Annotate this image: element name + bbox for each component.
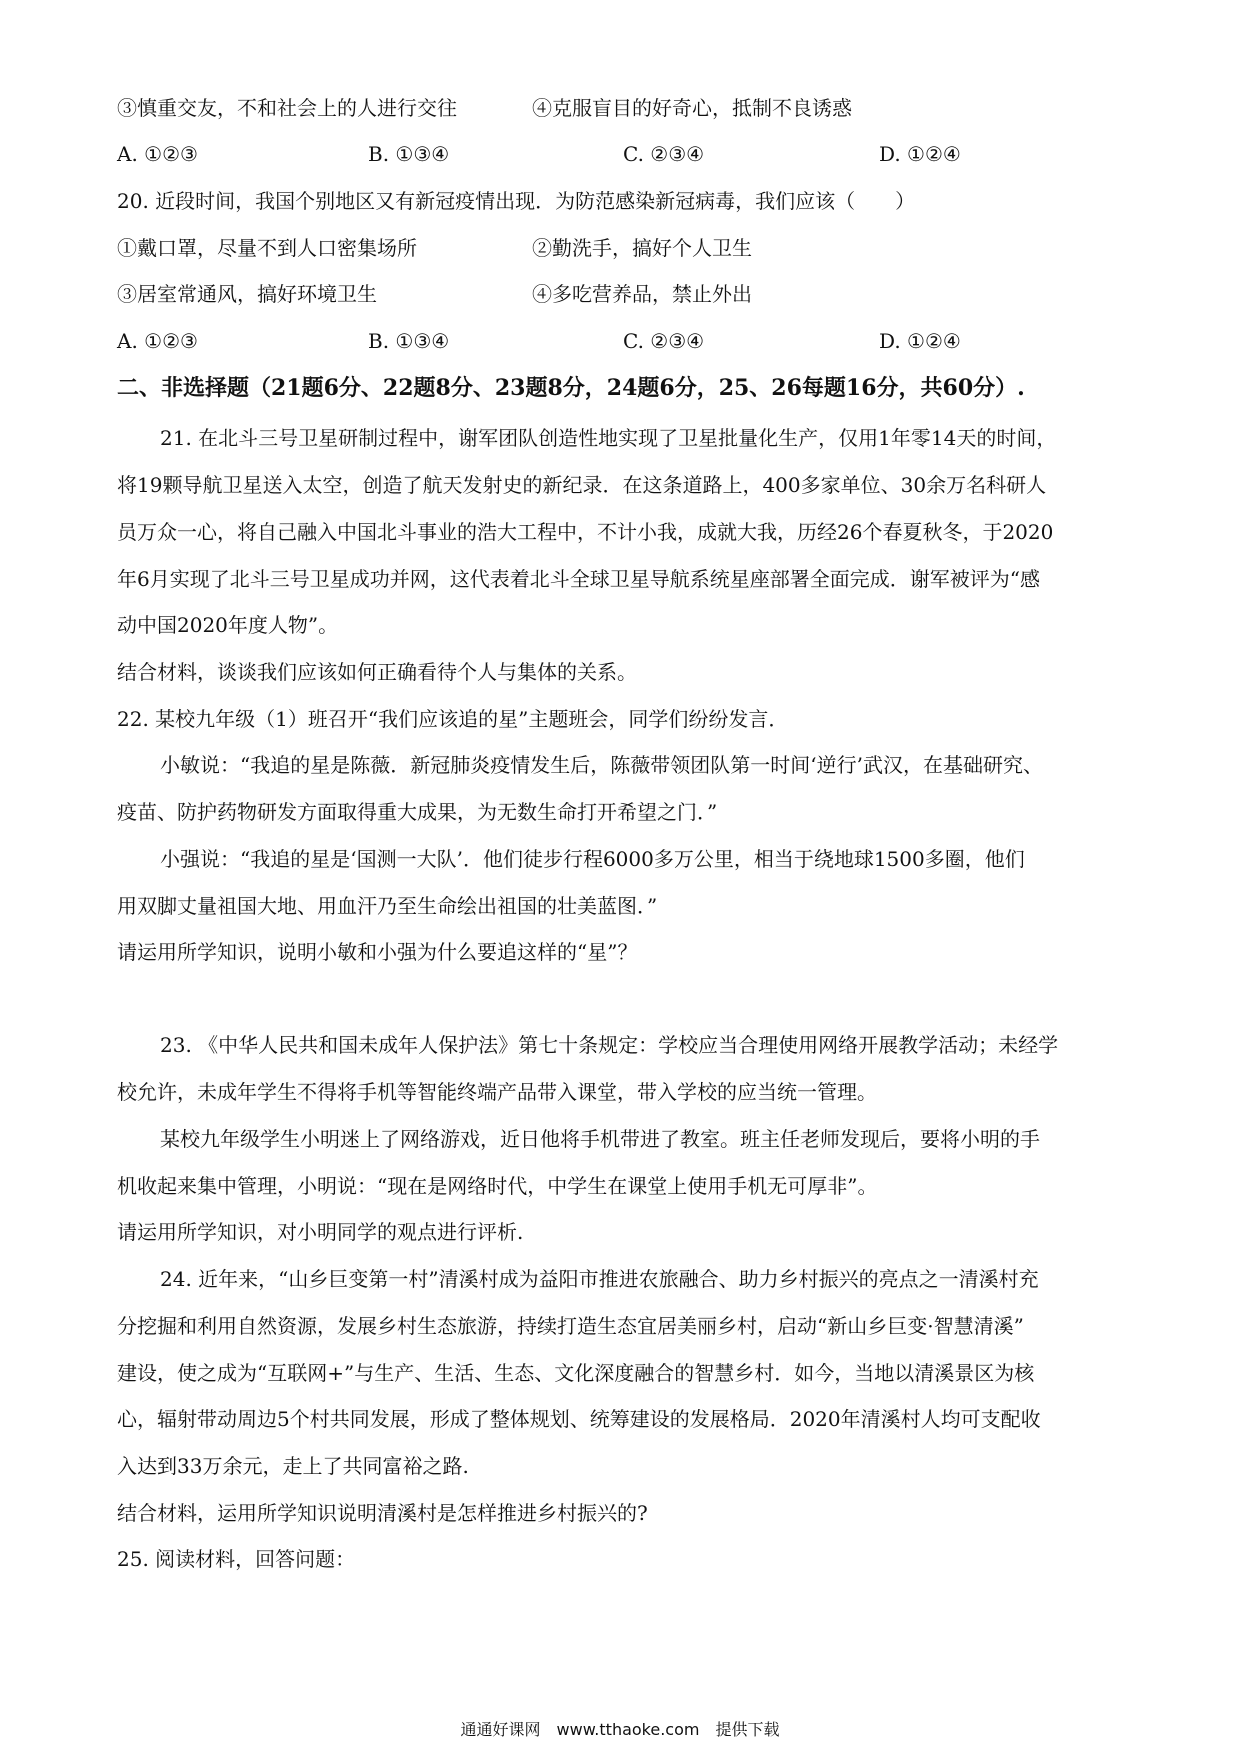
q20-option-d: D. ①②④ <box>879 329 961 353</box>
q22-stem: 22. 某校九年级（1）班召开“我们应该追的星”主题班会，同学们纷纷发言． <box>117 707 789 731</box>
q22-line-4: 用双脚丈量祖国大地、用血汗乃至生命绘出祖国的壮美蓝图．” <box>117 894 658 918</box>
q21-question: 结合材料，谈谈我们应该如何正确看待个人与集体的关系。 <box>117 660 637 684</box>
q25-stem: 25. 阅读材料，回答问题： <box>117 1547 356 1571</box>
q19-option-b: B. ①③④ <box>368 142 450 166</box>
q20-option-b: B. ①③④ <box>368 329 450 353</box>
q20-item-4: ④多吃营养品，禁止外出 <box>532 282 752 306</box>
q22-line-2: 疫苗、防护药物研发方面取得重大成果，为无数生命打开希望之门．” <box>117 800 718 824</box>
q21-line-3: 员万众一心，将自己融入中国北斗事业的浩大工程中，不计小我，成就大我，历经26个春夏秋冬，于2020 <box>117 520 1054 544</box>
q21-line-2: 将19颗导航卫星送入太空，创造了航天发射史的新纪录．在这条道路上，400多家单位、30余万名科研人 <box>117 473 1047 497</box>
q24-question: 结合材料，运用所学知识说明清溪村是怎样推进乡村振兴的? <box>117 1501 648 1525</box>
q20-item-1: ①戴口罩，尽量不到人口密集场所 <box>117 236 417 260</box>
q24-line-5: 入达到33万余元，走上了共同富裕之路. <box>117 1454 469 1478</box>
q20-stem: 20. 近段时间，我国个别地区又有新冠疫情出现．为防范感染新冠病毒，我们应该（ ） <box>117 189 916 213</box>
q20-item-3: ③居室常通风，搞好环境卫生 <box>117 282 377 306</box>
q22-question: 请运用所学知识，说明小敏和小强为什么要追这样的“星”？ <box>117 940 638 964</box>
q21-line-5: 动中国2020年度人物”。 <box>117 613 339 637</box>
q19-option-a: A. ①②③ <box>117 142 198 166</box>
q23-line-4: 机收起来集中管理，小明说：“现在是网络时代，中学生在课堂上使用手机无可厚非”。 <box>117 1174 878 1198</box>
q21-line-1: 21. 在北斗三号卫星研制过程中，谢军团队创造性地实现了卫星批量化生产，仅用1年零14天的时间， <box>160 426 1057 450</box>
q23-line-3: 某校九年级学生小明迷上了网络游戏，近日他将手机带进了教室。班主任老师发现后，要将小明的手 <box>160 1127 1040 1151</box>
q24-line-3: 建设，使之成为“互联网+”与生产、生活、生态、文化深度融合的智慧乡村．如今，当地以清溪景区为核 <box>117 1361 1035 1385</box>
q24-line-4: 心，辐射带动周边5个村共同发展，形成了整体规划、统筹建设的发展格局．2020年清溪村人均可支配收 <box>117 1407 1041 1431</box>
q20-option-a: A. ①②③ <box>117 329 198 353</box>
q19-item-4: ④克服盲目的好奇心，抵制不良诱惑 <box>532 96 852 120</box>
q22-line-3: 小强说：“我追的星是‘国测一大队’．他们徒步行程6000多万公里，相当于绕地球1500多圈，他们 <box>160 847 1025 871</box>
q21-line-4: 年6月实现了北斗三号卫星成功并网，这代表着北斗全球卫星导航系统星座部署全面完成．谢军被评为“感 <box>117 567 1040 591</box>
q24-line-2: 分挖掘和利用自然资源，发展乡村生态旅游，持续打造生态宜居美丽乡村，启动“新山乡巨变·智慧清溪” <box>117 1314 1024 1338</box>
q19-item-3: ③慎重交友，不和社会上的人进行交往 <box>117 96 457 120</box>
section-heading: 二、非选择题（21题6分、22题8分、23题8分，24题6分，25、26每题16分，共60分）. <box>117 375 1025 401</box>
q22-line-1: 小敏说：“我追的星是陈薇．新冠肺炎疫情发生后，陈薇带领团队第一时间‘逆行’武汉，在基础研究、 <box>160 753 1043 777</box>
q24-line-1: 24. 近年来，“山乡巨变第一村”清溪村成为益阳市推进农旅融合、助力乡村振兴的亮点之一清溪村充 <box>160 1267 1039 1291</box>
q19-option-c: C. ②③④ <box>623 142 705 166</box>
q23-line-2: 校允许，未成年学生不得将手机等智能终端产品带入课堂，带入学校的应当统一管理。 <box>117 1080 877 1104</box>
q23-question: 请运用所学知识，对小明同学的观点进行评析. <box>117 1220 524 1244</box>
q19-option-d: D. ①②④ <box>879 142 961 166</box>
q20-option-c: C. ②③④ <box>623 329 705 353</box>
q20-item-2: ②勤洗手，搞好个人卫生 <box>532 236 752 260</box>
page-footer: 通通好课网 www.tthaoke.com 提供下载 <box>460 1720 780 1739</box>
q23-line-1: 23. 《中华人民共和国未成年人保护法》第七十条规定：学校应当合理使用网络开展教学活动；未经学 <box>160 1033 1059 1057</box>
